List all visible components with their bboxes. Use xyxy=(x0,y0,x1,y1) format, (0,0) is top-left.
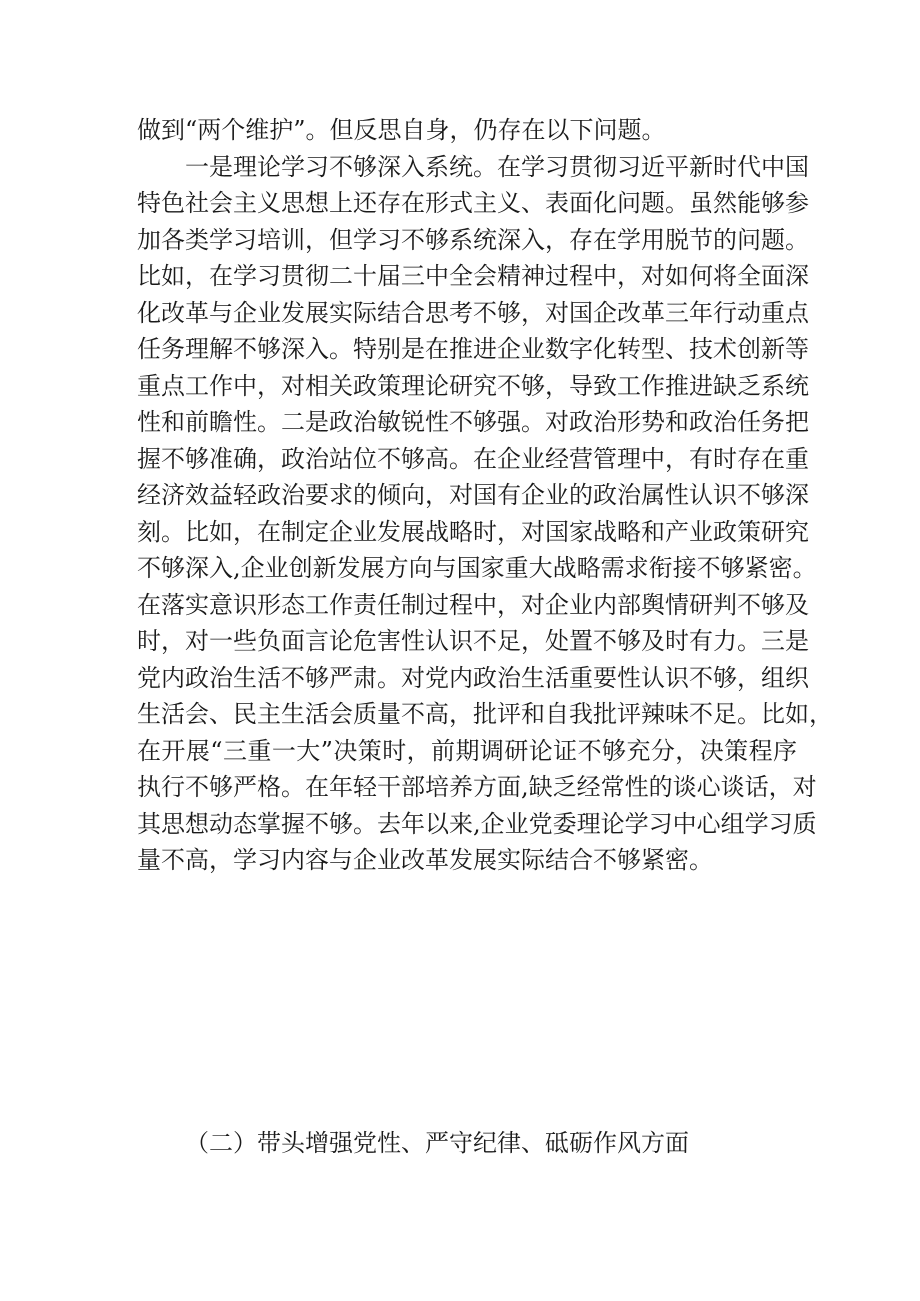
text-line: 握不够准确，政治站位不够高。在企业经营管理中，有时存在重 xyxy=(137,444,809,473)
text-line: 在开展“三重一大”决策时，前期调研论证不够充分，决策程序 xyxy=(137,736,797,765)
text-line: 其思想动态掌握不够。去年以来,企业党委理论学习中心组学习质 xyxy=(137,809,817,838)
text-line: 化改革与企业发展实际结合思考不够，对国企改革三年行动重点 xyxy=(137,298,809,327)
text-line: 任务理解不够深入。特别是在推进企业数字化转型、技术创新等 xyxy=(137,335,809,363)
text-line: 量不高，学习内容与企业改革发展实际结合不够紧密。 xyxy=(137,846,713,874)
text-line: 刻。比如，在制定企业发展战略时，对国家战略和产业政策研究 xyxy=(137,517,809,546)
text-line: 加各类学习培训，但学习不够系统深入，存在学用脱节的问题。 xyxy=(137,225,809,254)
text-line: 重点工作中，对相关政策理论研究不够，导致工作推进缺乏系统 xyxy=(137,371,809,400)
text-line: 党内政治生活不够严肃。对党内政治生活重要性认识不够，组织 xyxy=(137,663,809,692)
text-line: 生活会、民主生活会质量不高，批评和自我批评辣味不足。比如， xyxy=(137,700,833,728)
text-line: 特色社会主义思想上还存在形式主义、表面化问题。虽然能够参 xyxy=(137,189,809,217)
text-line: 执行不够严格。在年轻干部培养方面,缺乏经常性的谈心谈话，对 xyxy=(137,773,817,801)
body-text xyxy=(137,112,833,879)
text-line: 一是理论学习不够深入系统。在学习贯彻习近平新时代中国 xyxy=(185,152,809,181)
text-line: 在落实意识形态工作责任制过程中，对企业内部舆情研判不够及 xyxy=(137,590,809,619)
section-heading: （二）带头增强党性、严守纪律、砥砺作风方面 xyxy=(185,1129,689,1157)
text-line: 时，对一些负面言论危害性认识不足，处置不够及时有力。三是 xyxy=(137,627,809,655)
text-line: 比如，在学习贯彻二十届三中全会精神过程中，对如何将全面深 xyxy=(137,262,809,290)
text-line: 做到“两个维护”。但反思自身，仍存在以下问题。 xyxy=(137,116,666,144)
text-line: 不够深入,企业创新发展方向与国家重大战略需求衔接不够紧密。 xyxy=(137,554,817,582)
text-line: 性和前瞻性。二是政治敏锐性不够强。对政治形势和政治任务把 xyxy=(137,408,809,436)
text-line: 经济效益轻政治要求的倾向，对国有企业的政治属性认识不够深 xyxy=(137,481,809,509)
